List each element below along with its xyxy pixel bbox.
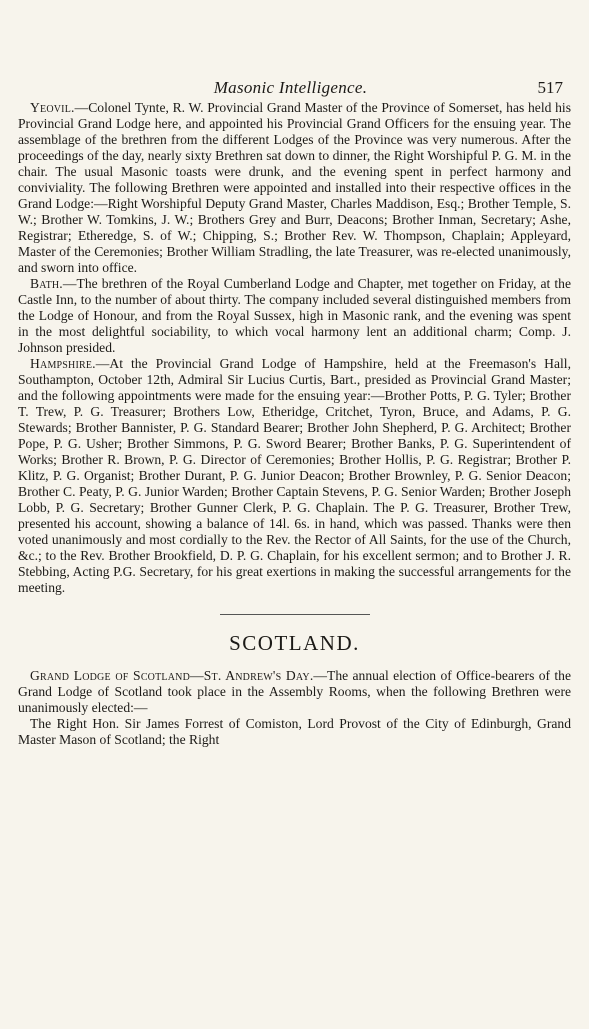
- paragraph-text: The Right Hon. Sir James Forrest of Comiston, Lord Provost of the City of Edinburgh, Grand Master Mason of Scotland; the Right: [18, 716, 571, 747]
- running-head: [18, 78, 563, 98]
- section-heading: SCOTLAND.: [229, 631, 360, 655]
- paragraph-yeovil: [18, 100, 571, 276]
- paragraph-text: —The annual election of Office-bearers of the Grand Lodge of Scotland took place in the Assembly Rooms, when the following Brethren were unanimously elected:—: [18, 668, 571, 715]
- paragraph-text: —Colonel Tynte, R. W. Provincial Grand Master of the Province of Somerset, has held his Provincial Grand Lodge here, and appointed his Provincial Grand Officers for the ensuing year. The assemblage of the brethren from the different Lodges of the Province was very numerous. After the proceedings of the day, nearly sixty Brethren sat down to dinner, the Right Worshipful P. G. M. in the chair. The usual Masonic toasts were drunk, and the evening spent in perfect harmony and conviviality. The following Brethren were appointed and installed into their respective offices in the Grand Lodge:—Right Worshipful Deputy Grand Master, Charles Maddison, Esq.; Brother Temple, S. W.; Brother W. Tomkins, J. W.; Brothers Grey and Burr, Deacons; Brother Inman, Secretary; Ashe, Registrar; Etheredge, S. of W.; Chipping, S.; Brother Rev. W. Thompson, Chaplain; Appleyard, Master of the Ceremonies; Brother William Stradling, the late Treasurer, was re-elected unanimously, and sworn into office.: [18, 100, 571, 275]
- article-body: [18, 100, 571, 748]
- paragraph-hampshire: [18, 356, 571, 596]
- paragraph-lead: Yeovil.: [30, 100, 75, 115]
- paragraph-lead: Bath.: [30, 276, 63, 291]
- paragraph-office-bearers: [18, 716, 571, 748]
- paragraph-text: —At the Provincial Grand Lodge of Hampshire, held at the Freemason's Hall, Southampton, October 12th, Admiral Sir Lucius Curtis, Bart., presided as Provincial Grand Master; and the following appointments were made for the ensuing year:—Brother Potts, P. G. Tyler; Brother T. Trew, P. G. Treasurer; Brothers Low, Etheridge, Critchet, Tyron, Bruce, and Adams, P. G. Stewards; Brother Bannister, P. G. Standard Bearer; Brother John Shepherd, P. G. Architect; Brother Pope, P. G. Usher; Brother Simmons, P. G. Sword Bearer; Brother Banks, P. G. Superintendent of Works; Brother R. Brown, P. G. Director of Ceremonies; Brother Hollis, P. G. Registrar; Brother P. Klitz, P. G. Organist; Brother Durant, P. G. Junior Deacon; Brother Brownley, P. G. Senior Deacon; Brother C. Peaty, P. G. Junior Warden; Brother Captain Stevens, P. G. Senior Warden; Brother Joseph Lobb, P. G. Secretary; Brother Gunner Clerk, P. G. Chaplain. The P. G. Treasurer, Brother Trew, presented his account, showing a balance of 14l. 6s. in hand, which was passed. Thanks were then voted unanimously and most cordially to the Rev. the Rector of All Saints, for the use of the Church, &c.; to the Rev. Brother Brookfield, D. P. G. Chaplain, for his excellent sermon; and to Brother J. R. Stebbing, Acting P.G. Secretary, for his great exertions in making the successful arrangements for the meeting.: [18, 356, 571, 595]
- section-divider: [220, 614, 370, 615]
- running-title: Masonic Intelligence.: [213, 78, 368, 97]
- paragraph-lead: Hampshire.: [30, 356, 96, 371]
- paragraph-grand-lodge: [18, 668, 571, 716]
- page-number: 517: [537, 78, 563, 97]
- paragraph-bath: [18, 276, 571, 356]
- paragraph-text: —The brethren of the Royal Cumberland Lodge and Chapter, met together on Friday, at the Castle Inn, to the number of about thirty. The company included several distinguished members from the Lodge of Honour, and from the Royal Sussex, high in Masonic rank, and the evening was spent in the most delightful sociability, to which vocal harmony lent an additional charm; Comp. J. Johnson presided.: [18, 276, 571, 355]
- paragraph-lead: Grand Lodge of Scotland—St. Andrew's Day.: [30, 668, 314, 683]
